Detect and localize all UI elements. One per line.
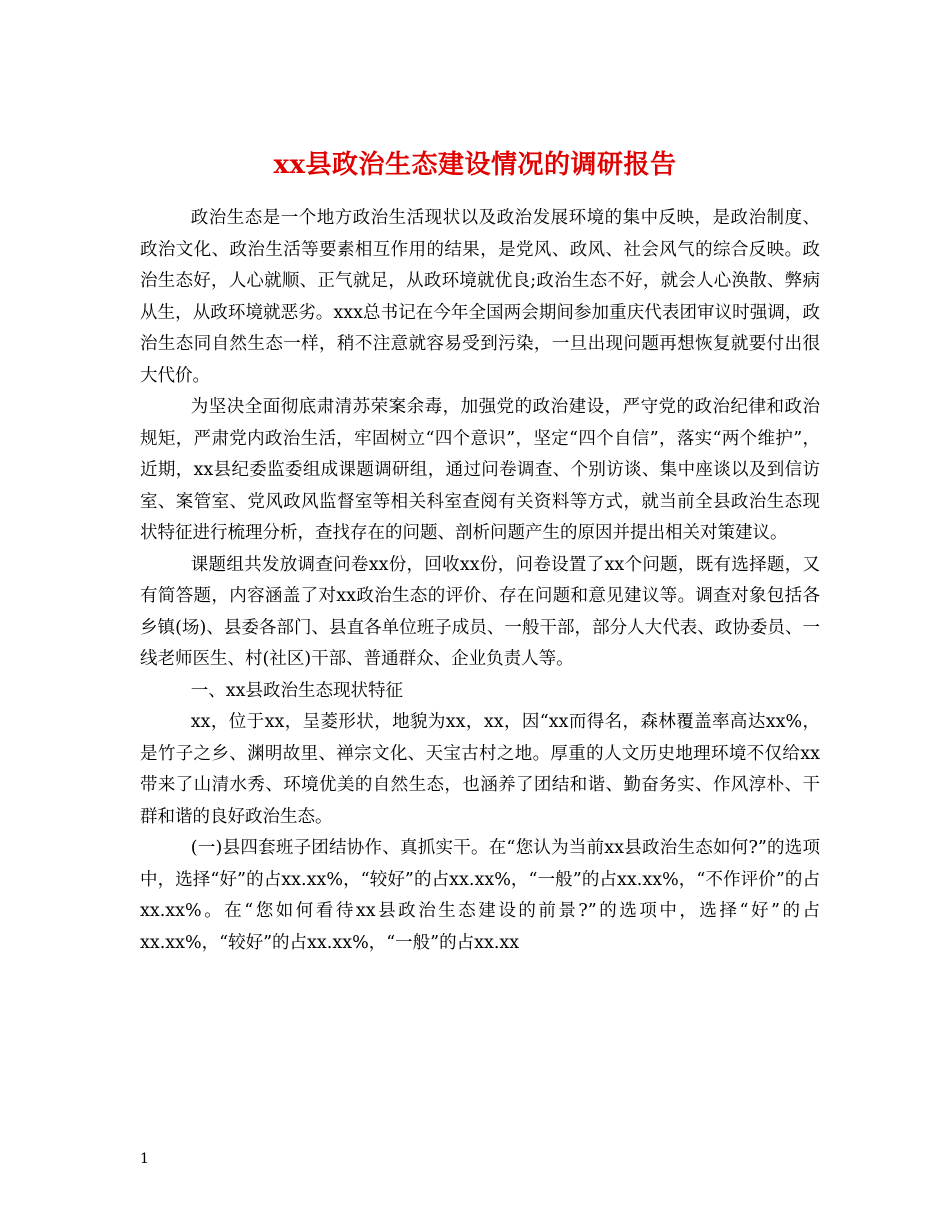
paragraph-county-overview: xx，位于xx，呈菱形状，地貌为xx，xx，因“xx而得名，森林覆盖率高达xx%，是竹子之乡、渊明故里、禅宗文化、天宝古村之地。厚重的人文历史地理环境不仅给xx带来了山清水秀、环境优美的自然生态，也涵养了团结和谐、勤奋务实、作风淳朴、干群和谐的良好政治生态。 [140,712,820,827]
page-number: 1 [140,1151,149,1167]
document-body [140,203,820,959]
paragraph-research-background: 为坚决全面彻底肃清苏荣案余毒，加强党的政治建设，严守党的政治纪律和政治规矩，严肃党内政治生活，牢固树立“四个意识”，坚定“四个自信”，落实“两个维护”，近期，xx县纪委监委组成课题调研组，通过问卷调查、个别访谈、集中座谈以及到信访室、案管室、党风政风监督室等相关科室查阅有关资料等方式，就当前全县政治生态现状特征进行梳理分析，查找存在的问题、剖析问题产生的原因并提出相关对策建议。 [140,397,820,543]
document-title: xx县政治生态建设情况的调研报告 [273,150,677,181]
paragraph-survey-method: 课题组共发放调查问卷xx份，回收xx份，问卷设置了xx个问题，既有选择题，又有简答题，内容涵盖了对xx政治生态的评价、存在问题和意见建议等。调查对象包括各乡镇(场)、县委各部门、县直各单位班子成员、一般干部，部分人大代表、政协委员、一线老师医生、村(社区)干部、普通群众、企业负责人等。 [140,554,820,669]
paragraph-leadership-unity: (一)县四套班子团结协作、真抓实干。在“您认为当前xx县政治生态如何?”的选项中，选择“好”的占xx.xx%，“较好”的占xx.xx%，“一般”的占xx.xx%，“不作评价”的占xx.xx%。在“您如何看待xx县政治生态建设的前景?”的选项中，选择“好”的占xx.xx%，“较好”的占xx.xx%，“一般”的占xx.xx [140,838,820,953]
paragraph-intro: 政治生态是一个地方政治生活现状以及政治发展环境的集中反映，是政治制度、政治文化、政治生活等要素相互作用的结果，是党风、政风、社会风气的综合反映。政治生态好，人心就顺、正气就足，从政环境就优良;政治生态不好，就会人心涣散、弊病从生，从政环境就恶劣。xxx总书记在今年全国两会期间参加重庆代表团审议时强调，政治生态同自然生态一样，稍不注意就容易受到污染，一旦出现问题再想恢复就要付出很大代价。 [140,208,820,386]
section-heading-1: 一、xx县政治生态现状特征 [190,680,403,701]
